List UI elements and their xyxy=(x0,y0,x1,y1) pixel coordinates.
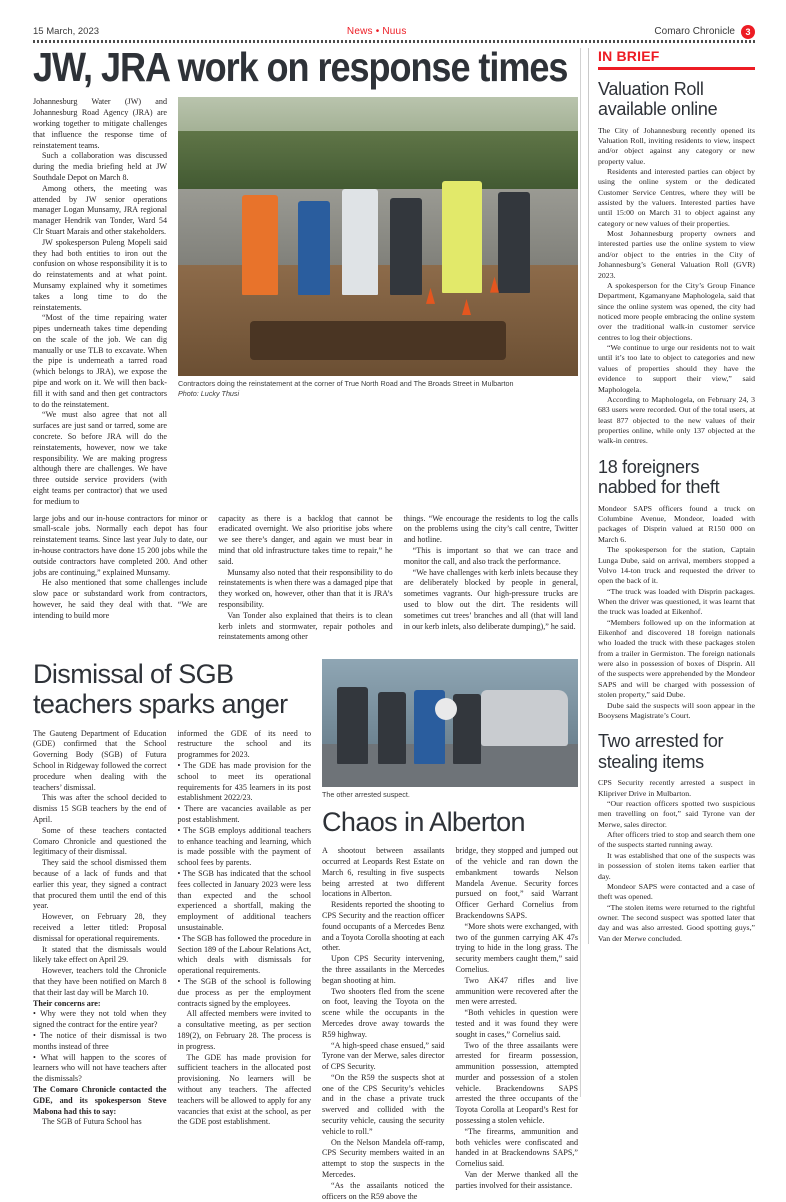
photo-worker xyxy=(498,192,530,292)
in-brief-headline: Two arrested for stealing items xyxy=(598,731,724,772)
paragraph: Two of the three assailants were arrested for firearm possession, ammunition possession, attempted murder and possession of a stolen vehicle. Brackendowns SAPS arrested the three occupants of the Toyota Corolla at Leopard’s Rest for possessing a stolen vehicle. xyxy=(455,1040,578,1126)
paragraph: He also mentioned that some challenges include slow pace or substandard work from contractors, however, he said they deal with that. “We are intending to build more xyxy=(33,578,208,620)
paragraph: “We have challenges with kerb inlets because they are deliberately blocked by people in general, sometimes vagrants. Our high-pressure trucks are used to blow out the dirt. The residents will sometimes cut trees’ branches and all (that will land in our kerb inlets, also deliberate dumping),” he said. xyxy=(403,567,578,631)
paragraph: “This is important so that we can trace and monitor the call, and also track the performance. xyxy=(403,546,578,566)
sgb-column-1 xyxy=(33,729,167,1128)
paragraph: On the Nelson Mandela off-ramp, CPS Security members waited in an attempt to stop the suspects in the Mercedes. xyxy=(322,1137,445,1180)
paragraph: The GDE has made provision for sufficient teachers in the allocated post provisioning. No learners will be without any teachers. The affected teachers will be allowed to apply for any vacancies that exist at the school, as per the GDE post establishment. xyxy=(177,1052,311,1127)
photo-trees xyxy=(178,131,578,192)
photo-officer xyxy=(337,687,368,764)
photo-officer xyxy=(378,692,406,764)
main-content xyxy=(33,44,578,1202)
sgb-headline: Dismissal of SGB teachers sparks anger xyxy=(33,659,288,720)
paragraph: “A high-speed chase ensued,” said Tyrone van der Merwe, sales director of CPS Security. xyxy=(322,1040,445,1072)
photo-blur-circle xyxy=(435,698,457,720)
masthead-section: News • Nuus xyxy=(346,25,407,37)
paragraph: Mondeor SAPS officers found a truck on Columbine Avenue, Mondeor, loaded with packages of Disprin valued at R150 000 on March 6. xyxy=(598,503,755,544)
paragraph: large jobs and our in-house contractors for minor or small-scale jobs. Normally each depot has four reinstatement teams. Since last year July to date, our in-house contractors have done 15 200 jobs while the outside contractors have completed 200. And other jobs are continuing,” explained Munsamy. xyxy=(33,513,208,577)
paragraph: Two AK47 rifles and live ammunition were recovered after the men were arrested. xyxy=(455,975,578,1007)
paragraph: • The SGB has followed the procedure in Section 189 of the Labour Relations Act, which deals with dismissals for operational requirements. xyxy=(177,933,311,976)
in-brief-label: IN BRIEF xyxy=(598,48,660,64)
paragraph: The spokesperson for the station, Captain Lunga Dube, said on arrival, members stopped a Volvo 14-ton truck and requested the driver to open the back of it. xyxy=(598,545,755,586)
page-masthead xyxy=(33,24,755,38)
secondary-articles-row xyxy=(33,659,578,1202)
paragraph: “More shots were exchanged, with two of the gunmen carrying AK 47s trying to hide in the long grass. The security members caught them,” said Cornelius. xyxy=(455,921,578,974)
photo-trench xyxy=(250,321,506,360)
paragraph: It was established that one of the suspects was in possession of stolen items taken earlier that day. xyxy=(598,850,755,881)
paragraph: Residents reported the shooting to CPS Security and the reaction officer found occupants of a Mercedes Benz and a Toyota Corolla shooting at each other. xyxy=(322,900,445,953)
paragraph: The City of Johannesburg recently opened its Valuation Roll, inviting residents to view, inspect and/or object against any category or new property value. xyxy=(598,125,755,166)
sgb-concern-bullet: • What will happen to the scores of learners who will not have teachers after the dismissals? xyxy=(33,1052,167,1084)
photo-worker xyxy=(242,195,278,295)
paragraph: “The truck was loaded with Disprin packages. When the driver was questioned, it was learnt that the truck was loaded at Eikenhof. xyxy=(598,586,755,617)
paragraph: “The firearms, ammunition and both vehicles were confiscated and handed in at Brackendowns SAPS,” Cornelius said. xyxy=(455,1126,578,1169)
paragraph: Van der Merwe thanked all the parties involved for their assistance. xyxy=(455,1170,578,1190)
sidebar-divider xyxy=(580,48,581,1097)
sgb-gde-label: The Comaro Chronicle contacted the GDE, and its spokesperson Steve Mabona had this to say: xyxy=(33,1084,167,1116)
paragraph: • The SGB of the school is following due process as per the employment contracts signed by the employees. xyxy=(177,977,311,1008)
photo-credit: Photo: Lucky Thusi xyxy=(178,389,240,399)
paragraph: “Both vehicles in question were tested and it was found they were sought in cases,” Cornelius said. xyxy=(455,1008,578,1039)
paragraph: Two shooters fled from the scene on foot, leaving the Toyota on the scene while the occupants in the Mercedes drove away towards the R59 highway. xyxy=(322,986,445,1039)
masthead-publication-group xyxy=(654,24,755,38)
paragraph: The Gauteng Department of Education (GDE) confirmed that the School Governing Body (SGB) of Futura School in Ridgeway followed the correct procedure when dealing with the teachers’ dismissal. xyxy=(33,728,167,792)
in-brief-item xyxy=(598,79,755,447)
paragraph: “Our reaction officers spotted two suspicious men travelling on foot,” said Tyrone van der Merwe, sales director. xyxy=(598,799,755,829)
in-brief-headline: 18 foreigners nabbed for theft xyxy=(598,456,720,498)
paragraph: Most Johannesburg property owners and interested parties use the online system to view and/or object to the entries in the City of Johannesburg’s General Valuation Roll (GVR) 2023. xyxy=(598,229,755,280)
paragraph: capacity as there is a backlog that cannot be eradicated overnight. We also prioritise jobs where we see there’s danger, and again we must bear in mind that old infrastructure takes time to repair,” he said. xyxy=(218,513,393,566)
lead-column-2 xyxy=(33,514,207,644)
paragraph: “The stolen items were returned to the rightful owner. The second suspect was spotted later that day and was also arrested. Good spotting guys,” Van der Merwe concluded. xyxy=(598,902,755,943)
paragraph: “We must also agree that not all surfaces are just sand or tarred, some are concrete. So before JRA will do the reinstatements, however, now we take responsibility. We are making progress although there are challenges. We have three outside service providers (with eight teams per contractor) that we used for medium to xyxy=(33,410,167,506)
paragraph: • The SGB employs additional teachers to enhance teaching and learning, which is made possible with the payment of school fees by parents. xyxy=(177,825,311,868)
paragraph: According to Maphologela, on February 24, 3 683 users were recorded. Out of the total users, at least 877 objected to the new values of their properties online, while only 137 objected at the walk-in centres. xyxy=(598,394,755,446)
caption-text: Contractors doing the reinstatement at the corner of True North Road and The Broads Street in Mulbarton xyxy=(178,379,514,389)
paragraph: Such a collaboration was discussed during the media briefing held at JW Southdale Depot on March 8. xyxy=(33,151,167,182)
alberton-article xyxy=(322,659,578,1202)
alberton-photo xyxy=(322,659,578,787)
photo-worker xyxy=(442,181,482,293)
lead-photo-block xyxy=(178,97,578,507)
photo-worker xyxy=(342,189,378,295)
paragraph: things. “We encourage the residents to log the calls on the problems using the city’s call centre, Twitter and hotline. xyxy=(403,513,578,545)
paragraph: CPS Security recently arrested a suspect in Klipriver Drive in Mulbarton. xyxy=(598,778,755,798)
masthead-date: 15 March, 2023 xyxy=(33,25,100,37)
paragraph: • There are vacancies available as per post establishment. xyxy=(177,804,311,825)
lead-photo xyxy=(178,97,578,376)
photo-worker xyxy=(298,201,330,296)
paragraph: Among others, the meeting was attended by JW senior operations manager Logan Munsamy, JRA regional manager Hendrik van Tonder, Ward 54 Clr Stuart Marais and other stakeholders. xyxy=(33,183,167,236)
in-brief-rule xyxy=(598,67,755,70)
paragraph: Residents and interested parties can object by using the online system or the dedicated Customer Service Centres, where they will be assisted by the valuers. Interested parties have until 15:00 on March 31 to object against any category or new values of their properties. xyxy=(598,166,755,228)
paragraph: Johannesburg Water (JW) and Johannesburg Road Agency (JRA) are working together to mitigate challenges that influence the response time of reinstatement teams. xyxy=(33,97,167,150)
paragraph: A shootout between assailants occurred at Leopards Rest Estate on March 6, resulting in five suspects being arrested at two different locations in Alberton. xyxy=(322,846,445,899)
paragraph: However, teachers told the Chronicle that they have been notified on March 8 that their last day will be March 10. xyxy=(33,966,167,997)
paragraph: “We continue to urge our residents not to wait until it’s too late to object to categories and new values of properties should they have the evidence to support their view,” said Maphologela. xyxy=(598,343,755,394)
in-brief-headline: Valuation Roll available online xyxy=(598,78,718,120)
paragraph: bridge, they stopped and jumped out of the vehicle and ran down the embankment towards Nelson Mandela Avenue. Security forces pursued on foot,” said Warrant Officer Gerhard Cornelius from Brackendowns SAPS. xyxy=(455,846,578,920)
paragraph: Mondeor SAPS were contacted and a case of theft was opened. xyxy=(598,881,755,902)
paragraph: Dube said the suspects will soon appear in the Booysens Magistrate’s Court. xyxy=(598,700,755,720)
paragraph: Van Tonder also explained that theirs is to clean kerb inlets and stormwater, repair potholes and reinstatements among other xyxy=(218,610,393,642)
sgb-column-2 xyxy=(178,729,312,1128)
alberton-headline: Chaos in Alberton xyxy=(322,806,525,837)
photo-vehicle xyxy=(481,690,568,746)
paragraph: It stated that the dismissals would likely take effect on April 29. xyxy=(33,944,167,965)
paragraph: They said the school dismissed them because of a lack of funds and that earlier this year, they signed a contract that procured them until the end of this year. xyxy=(33,858,167,911)
page-number-badge: 3 xyxy=(741,25,755,39)
paragraph: This was after the school decided to dismiss 15 SGB teachers by the end of April. xyxy=(33,793,167,825)
masthead-publication: Comaro Chronicle xyxy=(654,25,735,37)
paragraph: informed the GDE of its need to restructure the school and its programmes for 2023. xyxy=(177,728,311,760)
paragraph: “Most of the time repairing water pipes underneath takes time depending on the scale of the job. We can dig manually or use TLB to excavate. When the pipe is underneath a tarred road (which belongs to JRA), we expose the pipe and work on it. We will then back-fill it with sand and then get contractors to do the reinstatement. xyxy=(33,313,167,409)
paragraph: “Members followed up on the information at Eikenhof and discovered 18 foreign nationals who loaded the truck with these packages stolen from a trailer in Germiston. The foreign nationals were also in possession of boxes of Disprin. All of the suspects were apprehended by the Mondeor SAPS and will be charged with possession of stolen property,” said Dube. xyxy=(598,617,755,700)
paragraph: “On the R59 the suspects shot at one of the CPS Security’s vehicles and in the chase a private truck swerved and collided with the security vehicle, causing the security vehicle to roll.” xyxy=(322,1072,445,1136)
alberton-column-2 xyxy=(456,846,579,1202)
sgb-article xyxy=(33,659,311,1202)
paragraph: Some of these teachers contacted Comaro Chronicle and questioned the legitimacy of their dismissal. xyxy=(33,825,167,857)
paragraph: • The GDE has made provision for the school to meet its operational requirements for 435 learners in its post establishment 2022/23. xyxy=(177,761,311,803)
photo-officer xyxy=(453,694,481,764)
sgb-concern-bullet: • The notice of their dismissal is two months instead of three xyxy=(33,1030,167,1051)
lead-headline: JW, JRA work on response times xyxy=(33,44,568,90)
sgb-concern-bullet: • Why were they not told when they signed the contract for the entire year? xyxy=(33,1009,167,1030)
sgb-concerns-label: Their concerns are: xyxy=(33,998,101,1008)
lead-article xyxy=(33,44,578,643)
alberton-column-1 xyxy=(322,846,445,1202)
paragraph: • The SGB has indicated that the school fees collected in January 2023 were less than expected and the school experienced a shortfall, making the employment of additional teachers unsustainable. xyxy=(177,869,311,933)
photo-worker xyxy=(390,198,422,296)
lead-column-3 xyxy=(218,514,392,644)
masthead-divider xyxy=(33,40,755,43)
paragraph: Upon CPS Security intervening, the three assailants in the Mercedes began shooting at him. xyxy=(322,954,445,985)
lead-lower-columns xyxy=(33,514,578,644)
lead-column-4 xyxy=(404,514,578,644)
paragraph: However, on February 28, they received a letter titled: Proposal dismissal for operational requirements. xyxy=(33,912,167,943)
lead-photo-caption xyxy=(178,379,578,398)
paragraph: A spokesperson for the City’s Group Finance Department, Kgamanyane Maphologela, said that since the online system was opened, the city had noticed more people embracing the online system over the traditional walk-in customer service centres to log their objections. xyxy=(598,280,755,342)
in-brief-sidebar xyxy=(588,48,755,944)
paragraph: The SGB of Futura School has xyxy=(42,1117,142,1127)
paragraph: “As the assailants noticed the officers on the R59 above the xyxy=(322,1180,445,1201)
paragraph: Munsamy also noted that their responsibility to do reinstatements is when there was a damaged pipe that they worked on, however, other than that it is JRA’s responsibility. xyxy=(218,567,393,610)
in-brief-item xyxy=(598,457,755,722)
alberton-photo-caption: The other arrested suspect. xyxy=(322,790,410,800)
paragraph: After officers tried to stop and search them one of the suspects started running away. xyxy=(598,830,755,850)
paragraph: JW spokesperson Puleng Mopeli said they had both entities to iron out the confusion on whose responsibility it is to do reinstatements and at what point. Munsamy explained why it sometimes takes a long time to do the reinstatements. xyxy=(33,237,167,312)
paragraph: All affected members were invited to a consultative meeting, as per section 189(2), on February 28. The process is in progress. xyxy=(177,1009,311,1051)
in-brief-item xyxy=(598,731,755,944)
lead-column-1 xyxy=(33,97,167,507)
